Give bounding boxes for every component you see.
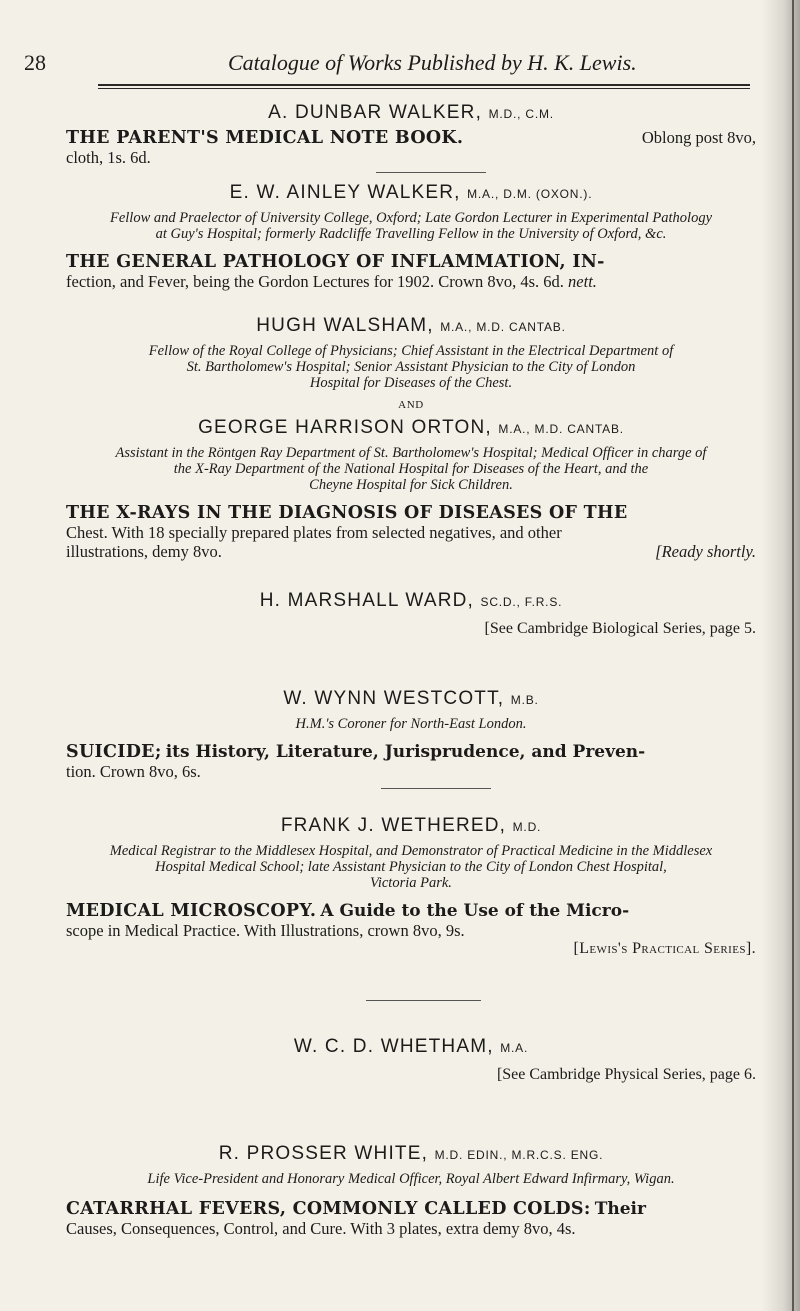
book-details: Chest. With 18 specially prepared plates from selected negatives, and other: [66, 523, 562, 542]
running-title: Catalogue of Works Published by H. K. Lewis.: [228, 50, 637, 75]
credentials-line: Medical Registrar to the Middlesex Hospital, and Demonstrator of Practical Medicine in the Middlesex: [109, 843, 713, 859]
entry-whetham: [66, 1036, 756, 1084]
author-credentials: [66, 1171, 756, 1187]
author-degrees: M.A., M.D. CANTAB.: [498, 422, 624, 436]
separator: [376, 172, 486, 173]
credentials-line: Assistant in the Röntgen Ray Department of St. Bartholomew's Hospital; Medical Officer in charge of: [115, 445, 707, 461]
book-listing: [66, 252, 756, 291]
author-name: W. WYNN WESTCOTT,: [283, 688, 505, 709]
entry-wynn-westcott: [66, 688, 756, 781]
author-name: GEORGE HARRISON ORTON,: [198, 417, 492, 438]
credentials-line: Hospital for Diseases of the Chest.: [309, 375, 513, 391]
author-credentials: [66, 343, 756, 391]
separator: [366, 1000, 481, 1001]
author-degrees: M.B.: [510, 693, 539, 707]
author-name: H. MARSHALL WARD,: [259, 590, 475, 611]
author-heading: [66, 1143, 756, 1165]
credentials-line: Hospital Medical School; late Assistant Physician to the City of London Chest Hospital,: [155, 859, 667, 875]
book-details: Oblong post 8vo,: [641, 128, 756, 147]
book-listing: [66, 503, 756, 561]
credentials-line: H.M.'s Coroner for North-East London.: [295, 716, 527, 732]
header-rule-thin: [98, 88, 750, 89]
book-details-cont: illustrations, demy 8vo.: [66, 542, 222, 561]
author-heading: [66, 590, 756, 612]
author-degrees: M.D. EDIN., M.R.C.S. ENG.: [434, 1148, 604, 1162]
credentials-line: Fellow of the Royal College of Physicians; Chief Assistant in the Electrical Department of: [148, 343, 674, 359]
book-title-rest: A Guide to the Use of the Micro-: [320, 901, 630, 921]
author-name: A. DUNBAR WALKER,: [268, 102, 483, 123]
cross-reference: [See Cambridge Physical Series, page 6.: [496, 1066, 756, 1083]
book-title: MEDICAL MICROSCOPY.: [66, 901, 317, 921]
book-title: THE GENERAL PATHOLOGY OF INFLAMMATION, IN-: [66, 252, 605, 272]
ready-note: [Ready shortly.: [655, 542, 756, 561]
book-title-rest: its History, Literature, Jurisprudence, and Preven-: [165, 742, 646, 762]
book-details: Causes, Consequences, Control, and Cure. With 3 plates, extra demy 8vo, 4s.: [66, 1219, 576, 1238]
entry-prosser-white: [66, 1143, 756, 1238]
series-note: [Lewis's Practical Series].: [573, 940, 756, 957]
author-degrees: M.A.: [500, 1041, 529, 1055]
entry-wethered: [66, 815, 756, 958]
credentials-line: Cheyne Hospital for Sick Children.: [309, 477, 513, 493]
credentials-line: Victoria Park.: [370, 875, 452, 891]
entry-dunbar-walker: [66, 102, 756, 167]
book-listing: [66, 901, 756, 940]
credentials-line: St. Bartholomew's Hospital; Senior Assistant Physician to the City of London: [186, 359, 636, 375]
book-details: scope in Medical Practice. With Illustrations, crown 8vo, 9s.: [66, 921, 465, 940]
author-degrees: M.A., D.M. (OXON.).: [467, 187, 593, 201]
author-name: W. C. D. WHETHAM,: [293, 1036, 494, 1057]
book-details: tion. Crown 8vo, 6s.: [66, 762, 201, 781]
book-title: CATARRHAL FEVERS, COMMONLY CALLED COLDS:: [66, 1199, 591, 1219]
book-title: THE PARENT'S MEDICAL NOTE BOOK.: [66, 128, 464, 148]
author-degrees: M.D.: [512, 820, 542, 834]
author-name: FRANK J. WETHERED,: [280, 815, 507, 836]
author-heading-second: [66, 417, 756, 439]
book-details: fection, and Fever, being the Gordon Lectures for 1902. Crown 8vo, 4s. 6d.: [66, 272, 564, 291]
author-name: E. W. AINLEY WALKER,: [229, 182, 461, 203]
book-listing: [66, 1199, 756, 1238]
author-name: HUGH WALSHAM,: [256, 315, 434, 336]
book-listing: [66, 742, 756, 781]
header-rule: [98, 84, 750, 86]
author-credentials: [66, 843, 756, 891]
credentials-line: at Guy's Hospital; formerly Radcliffe Travelling Fellow in the University of Oxford, &c.: [155, 226, 667, 242]
author-heading: [66, 688, 756, 710]
author-degrees: M.D., C.M.: [488, 107, 554, 121]
author-degrees: M.A., M.D. CANTAB.: [440, 320, 566, 334]
page-edge-line: [792, 0, 794, 1311]
author-credentials: [66, 210, 756, 242]
author-heading: [66, 315, 756, 337]
separator: [381, 788, 491, 789]
author-heading: [66, 182, 756, 204]
page-number: 28: [24, 50, 46, 75]
entry-walsham-orton: [66, 315, 756, 561]
author-degrees: SC.D., F.R.S.: [480, 595, 563, 609]
author-heading: [66, 1036, 756, 1058]
entry-ainley-walker: [66, 182, 756, 291]
book-title: SUICIDE;: [66, 742, 162, 762]
author-credentials: [66, 445, 756, 493]
book-details-cont: cloth, 1s. 6d.: [66, 148, 151, 167]
book-title-rest: Their: [594, 1199, 646, 1219]
entry-marshall-ward: [66, 590, 756, 638]
nett-label: nett.: [568, 272, 597, 291]
cross-reference: [See Cambridge Biological Series, page 5.: [484, 620, 756, 637]
page-edge-shadow: [762, 0, 800, 1311]
credentials-line: Fellow and Praelector of University College, Oxford; Late Gordon Lecturer in Experimental Pathology: [109, 210, 713, 226]
author-credentials: [66, 716, 756, 732]
author-heading: [66, 102, 756, 124]
book-listing: [66, 128, 756, 167]
and-connector: AND: [398, 399, 424, 411]
credentials-line: the X-Ray Department of the National Hospital for Diseases of the Heart, and the: [173, 461, 649, 477]
book-title: THE X-RAYS IN THE DIAGNOSIS OF DISEASES OF THE: [66, 503, 628, 523]
credentials-line: Life Vice-President and Honorary Medical Officer, Royal Albert Edward Infirmary, Wigan.: [147, 1171, 675, 1187]
author-name: R. PROSSER WHITE,: [218, 1143, 429, 1164]
author-heading: [66, 815, 756, 837]
